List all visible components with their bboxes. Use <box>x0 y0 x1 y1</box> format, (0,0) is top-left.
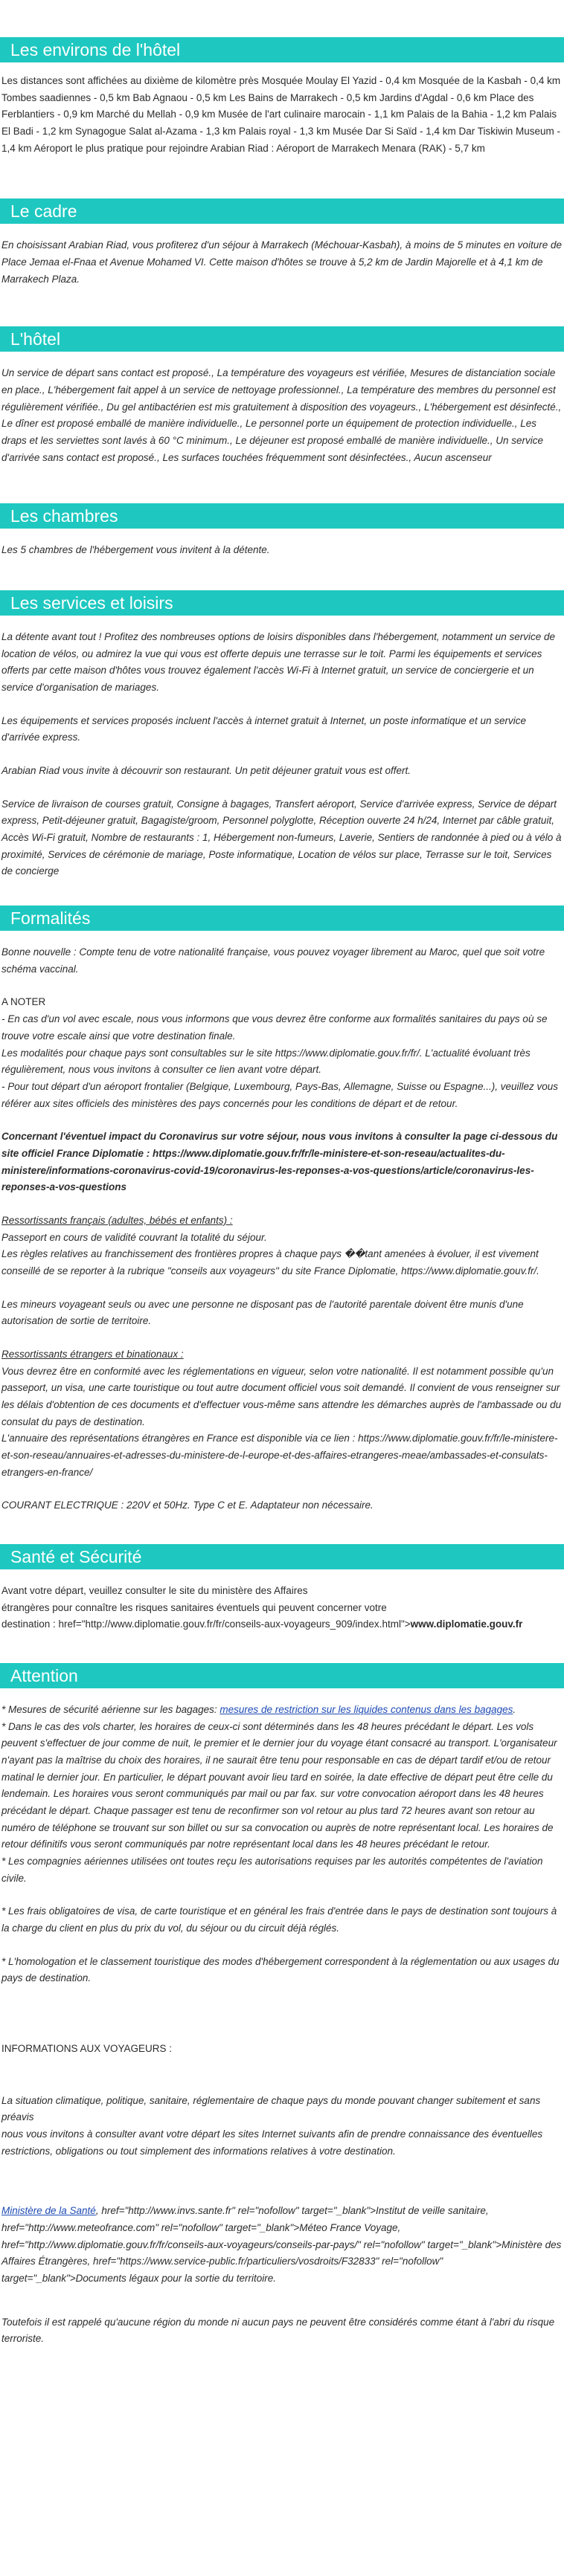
spacer <box>1 2288 564 2314</box>
sante-line-3-prefix: destination : href="http://www.diplomatie.gouv.fr/fr/conseils-aux-voyageurs_909/index.html"> <box>1 1618 411 1630</box>
section-body-attention <box>0 1702 564 2348</box>
attention-bagages-prefix: * Mesures de sécurité aérienne sur les bagages: <box>1 1703 220 1715</box>
section-sante <box>0 1514 564 1633</box>
services-paragraph-4: Service de livraison de courses gratuit, Consigne à bagages, Transfert aéroport, Service d'arrivée express, Service de départ express, Petit-déjeuner gratuit, Bagagiste/groom, Personnel polyglotte, Réception ouverte 24 h/24, Internet par câble gratuit, Accès Wi-Fi gratuit, Nombre de restaurants : 1, Hébergement non-fumeurs, Laverie, Sentiers de randonnée à pied ou à vélo à proximité, Services de cérémonie de mariage, Poste informatique, Location de vélos sur place, Terrasse sur le toit, Services de concierge <box>1 798 562 877</box>
terrorisme-notice: Toutefois il est rappelé qu'aucune région du monde ni aucun pays ne peuvent être considérés comme étant à l'abri du risque terroriste. <box>1 2316 555 2345</box>
section-title-formalites: Formalités <box>0 906 564 931</box>
section-environs <box>0 0 564 157</box>
spacer <box>1 2058 564 2085</box>
spacer <box>1 1280 564 1297</box>
courant-electrique: COURANT ELECTRIQUE : 220V et 50Hz. Type C et E. Adaptateur non nécessaire. <box>1 1500 374 1511</box>
ressortissants-etrangers-line-1: Vous devrez être en conformité avec les réglementations en vigueur, selon votre nationalité. Il est notamment possible qu'un passeport, un visa, une carte touristique ou tout autre document officiel vous soit demandé. Il convient de vous renseigner sur les délais d'obtention de ces documents et d'effectuer vous-même sans attendre les démarches auprès de l'ambassade ou du consulat du pays de destination. <box>1 1365 562 1427</box>
ressortissants-etrangers-title: Ressortissants étrangers et binationaux : <box>1 1348 184 1360</box>
section-title-sante: Santé et Sécurité <box>0 1544 564 1569</box>
ressortissants-francais-title: Ressortissants français (adultes, bébés et enfants) : <box>1 1214 233 1226</box>
spacer <box>1 1987 564 2014</box>
section-title-hotel: L'hôtel <box>0 326 564 352</box>
spacer <box>1 780 564 796</box>
noter-line-2: Les modalités pour chaque pays sont consultables sur le site https://www.diplomatie.gouv.fr/fr/. L'actualité évoluant très régulièrement, nous vous invitons à consulter ce lien avant votre départ. <box>1 1047 531 1076</box>
section-attention <box>0 1633 564 2348</box>
informations-line-2: nous vous invitons à consulter avant votre départ les sites Internet suivants afin de prendre connaissance des éventuelles restrictions, obligations ou tout simplement des informations relatives à votre destination. <box>1 2128 543 2157</box>
attention-charter: * Dans le cas des vols charter, les horaires de ceux-ci sont déterminés dans les 48 heures précédant le départ. Les vols peuvent s'effectuer de jour comme de nuit, le premier et le dernier jour du voyage étant consacré au transport. L'organisateur n'ayant pas la maîtrise du choix des horaires, il ne saurait être tenu pour responsable en cas de départ tardif et/ou de retour matinal le dernier jour. En particulier, le départ pouvant avoir lieu tard en soirée, la date effective de départ peut être celle du lendemain. Les horaires vous seront communiqués par mail ou par fax. sur votre convocation aéroport dans les 48 heures précédant le départ. Chaque passager est tenu de reconfirmer son vol retour au plus tard 72 heures avant son retour au numéro de téléphone se trouvant sur son billet ou sur sa convocation ou auprès de notre représentant local. Les horaires de retour définitifs vous seront communiqués par notre représentant local dans les 48 heures précédant le retour. <box>1 1720 557 1850</box>
section-services <box>0 559 564 880</box>
sante-line-1: Avant votre départ, veuillez consulter le site du ministère des Affaires <box>1 1584 308 1596</box>
spacer <box>1 2186 564 2203</box>
diplomatie-link[interactable]: www.diplomatie.gouv.fr <box>410 1618 523 1630</box>
informations-links <box>1 2203 564 2287</box>
spacer <box>1 697 564 713</box>
spacer <box>1 978 564 994</box>
covid-notice: Concernant l'éventuel impact du Coronavirus sur votre séjour, nous vous invitons à consulter la page ci-dessous du site officiel France Diplomatie : https://www.diplomatie.gouv.fr/fr/le-ministere-et-son-reseau/actualites-du-ministere/informations-coronavirus-covid-19/coronavirus-les-reponses-a-vos-questions/article/coronavirus-les-reponses-a-vos-questions <box>1 1131 558 1193</box>
section-formalites <box>0 880 564 1514</box>
spacer <box>1 1937 564 1954</box>
informations-voyageurs-title: INFORMATIONS AUX VOYAGEURS : <box>1 2043 173 2055</box>
environs-text: Les distances sont affichées au dixième de kilomètre près Mosquée Moulay El Yazid - 0,4 km Mosquée de la Kasbah - 0,4 km Tombes saadiennes - 0,5 km Bab Agnaou - 0,5 km Les Bains de Marrakech - 0,5 km Jardins d'Agdal - 0,6 km Place des Ferblantiers - 0,9 km Marché du Mellah - 0,9 km Musée de l'art culinaire marocain - 1,1 km Palais de la Bahia - 1,2 km Palais El Badi - 1,2 km Synagogue Salat al-Azama - 1,3 km Palais royal - 1,3 km Musée Dar Si Saïd - 1,4 km Dar Tiskiwin Museum - 1,4 km Aéroport le plus pratique pour rejoindre Arabian Riad : Aéroport de Marrakech Menara (RAK) - 5,7 km <box>1 75 561 154</box>
services-paragraph-3: Arabian Riad vous invite à découvrir son restaurant. Un petit déjeuner gratuit vous est offert. <box>1 765 411 777</box>
section-title-environs: Les environs de l'hôtel <box>0 37 564 62</box>
hotel-text: Un service de départ sans contact est proposé., La température des voyageurs est vérifiée, Mesures de distanciation sociale en place., L'hébergement fait appel à un service de nettoyage professionnel., La température des membres du personnel est régulièrement vérifiée., Du gel antibactérien est mis gratuitement à disposition des voyageurs., L'hébergement est désinfecté., Le dîner est proposé emballé de manière individuelle., Le personnel porte un équipement de protection individuelle., Les draps et les serviettes sont lavés à 60 °C minimum., Le déjeuner est proposé emballé de manière individuelle., Un service d'arrivée sans contact est proposé., Les surfaces touchées fréquemment sont désinfectées., Aucun ascenseur <box>1 367 562 463</box>
spacer <box>1 2014 564 2041</box>
spacer <box>1 1196 564 1213</box>
section-body-cadre <box>0 237 564 288</box>
attention-frais: * Les frais obligatoires de visa, de carte touristique et en général les frais d'entrée dans le pays de destination sont toujours à la charge du client en plus du prix du vol, du séjour ou du circuit déjà réglés. <box>1 1905 557 1934</box>
ministere-sante-link[interactable]: Ministère de la Santé <box>1 2205 96 2217</box>
section-body-sante <box>0 1583 564 1633</box>
spacer <box>1 746 564 763</box>
noter-line-3: - Pour tout départ d'un aéroport frontalier (Belgique, Luxembourg, Pays-Bas, Allemagne, Suisse ou Espagne...), veuillez vous référer aux sites officiels des ministères des pays concernés pour les conditions de départ et de retour. <box>1 1080 558 1109</box>
section-body-chambres <box>0 542 564 559</box>
informations-links-rest: , href="http://www.invs.sante.fr" rel="nofollow" target="_blank">Institut de veille sanitaire, href="http://www.meteofrance.com" rel="nofollow" target="_blank">Méteo France Voyage, href="http://www.diplomatie.gouv.fr/fr/conseils-aux-voyageurs/conseils-par-pays/" rel="nofollow" target="_blank">Ministère des Affaires Étrangères, href="https://www.service-public.fr/particuliers/vosdroits/F32833" rel="nofollow" target="_blank">Documents légaux pour la sortie du territoire. <box>1 2205 562 2285</box>
section-chambres <box>0 466 564 559</box>
informations-line-1: La situation climatique, politique, sanitaire, réglementaire de chaque pays du monde pouvant changer subitement et sans préavis <box>1 2094 541 2123</box>
noter-line-1: - En cas d'un vol avec escale, nous vous informons que vous devrez être conforme aux formalités sanitaires du pays où se trouve votre escale ainsi que votre destination finale. <box>1 1013 548 1042</box>
attention-compagnies: * Les compagnies aériennes utilisées ont toutes reçu les autorisations requises par les autorités compétentes de l'aviation civile. <box>1 1856 543 1884</box>
ressortissants-francais-line-1: Passeport en cours de validité couvrant la totalité du séjour. <box>1 1231 267 1243</box>
sante-line-3 <box>1 1616 564 1633</box>
section-body-environs <box>0 73 564 157</box>
formalites-intro: Bonne nouvelle : Compte tenu de votre nationalité française, vous pouvez voyager librement au Maroc, quel que soit votre schéma vaccinal. <box>1 946 545 975</box>
services-paragraph-1: La détente avant tout ! Profitez des nombreuses options de loisirs disponibles dans l'hébergement, notamment un service de location de vélos, ou admirez la vue qui vous est offerte depuis une terrasse sur le toit. Parmi les équipements et services offerts par cette maison d'hôtes vous trouvez également l'accès Wi-Fi à Internet gratuit, un service de conciergerie et un service d'organisation de mariages. <box>1 631 556 694</box>
section-body-formalites <box>0 944 564 1514</box>
attention-homologation: * L'homologation et le classement touristique des modes d'hébergement correspondent à la réglementation ou aux usages du pays de destination. <box>1 1955 560 1984</box>
liquides-restriction-link[interactable]: mesures de restriction sur les liquides contenus dans les bagages <box>219 1703 513 1715</box>
section-body-hotel <box>0 365 564 466</box>
section-title-chambres: Les chambres <box>0 503 564 529</box>
spacer <box>1 1112 564 1129</box>
ressortissants-francais-line-2: Les règles relatives au franchissement des frontières propres à chaque pays ��tant amenées à évoluer, il est vivement conseillé de se reporter à la rubrique "conseils aux voyageurs" du site France Diplomatie, https://www.diplomatie.gouv.fr/. <box>1 1248 539 1276</box>
spacer <box>1 2085 564 2093</box>
attention-bagages <box>1 1702 564 1719</box>
section-title-attention: Attention <box>0 1663 564 1688</box>
spacer <box>1 1481 564 1497</box>
spacer <box>1 1330 564 1346</box>
section-title-services: Les services et loisirs <box>0 590 564 616</box>
services-paragraph-2: Les équipements et services proposés incluent l'accès à internet gratuit à Internet, un poste informatique et un service d'arrivée express. <box>1 714 526 743</box>
ressortissants-etrangers-line-2: L'annuaire des représentations étrangères en France est disponible via ce lien : https://www.diplomatie.gouv.fr/fr/le-ministere-et-son-reseau/annuaires-et-adresses-du-ministere-de-l-europe-et-des-affaires-etrangeres-meae/ambassades-et-consulats-etrangers-en-france/ <box>1 1433 558 1478</box>
spacer <box>1 1887 564 1903</box>
spacer <box>1 2160 564 2186</box>
section-hotel <box>0 288 564 466</box>
mineurs-text: Les mineurs voyageant seuls ou avec une personne ne disposant pas de l'autorité parentale doivent être munis d'une autorisation de sortie de territoire. <box>1 1298 524 1327</box>
chambres-text: Les 5 chambres de l'hébergement vous invitent à la détente. <box>1 544 270 556</box>
noter-title: A NOTER <box>1 996 46 1008</box>
section-title-cadre: Le cadre <box>0 198 564 224</box>
attention-bagages-suffix: . <box>513 1703 516 1715</box>
section-cadre <box>0 157 564 288</box>
section-body-services <box>0 629 564 880</box>
sante-line-2: étrangères pour connaître les risques sanitaires éventuels qui peuvent concerner votre <box>1 1601 387 1613</box>
cadre-text: En choisissant Arabian Riad, vous profiterez d'un séjour à Marrakech (Méchouar-Kasbah), à moins de 5 minutes en voiture de Place Jemaa el-Fnaa et Avenue Mohamed VI. Cette maison d'hôtes se trouve à 5,2 km de Jardin Majorelle et à 4,1 km de Marrakech Plaza. <box>1 239 562 285</box>
